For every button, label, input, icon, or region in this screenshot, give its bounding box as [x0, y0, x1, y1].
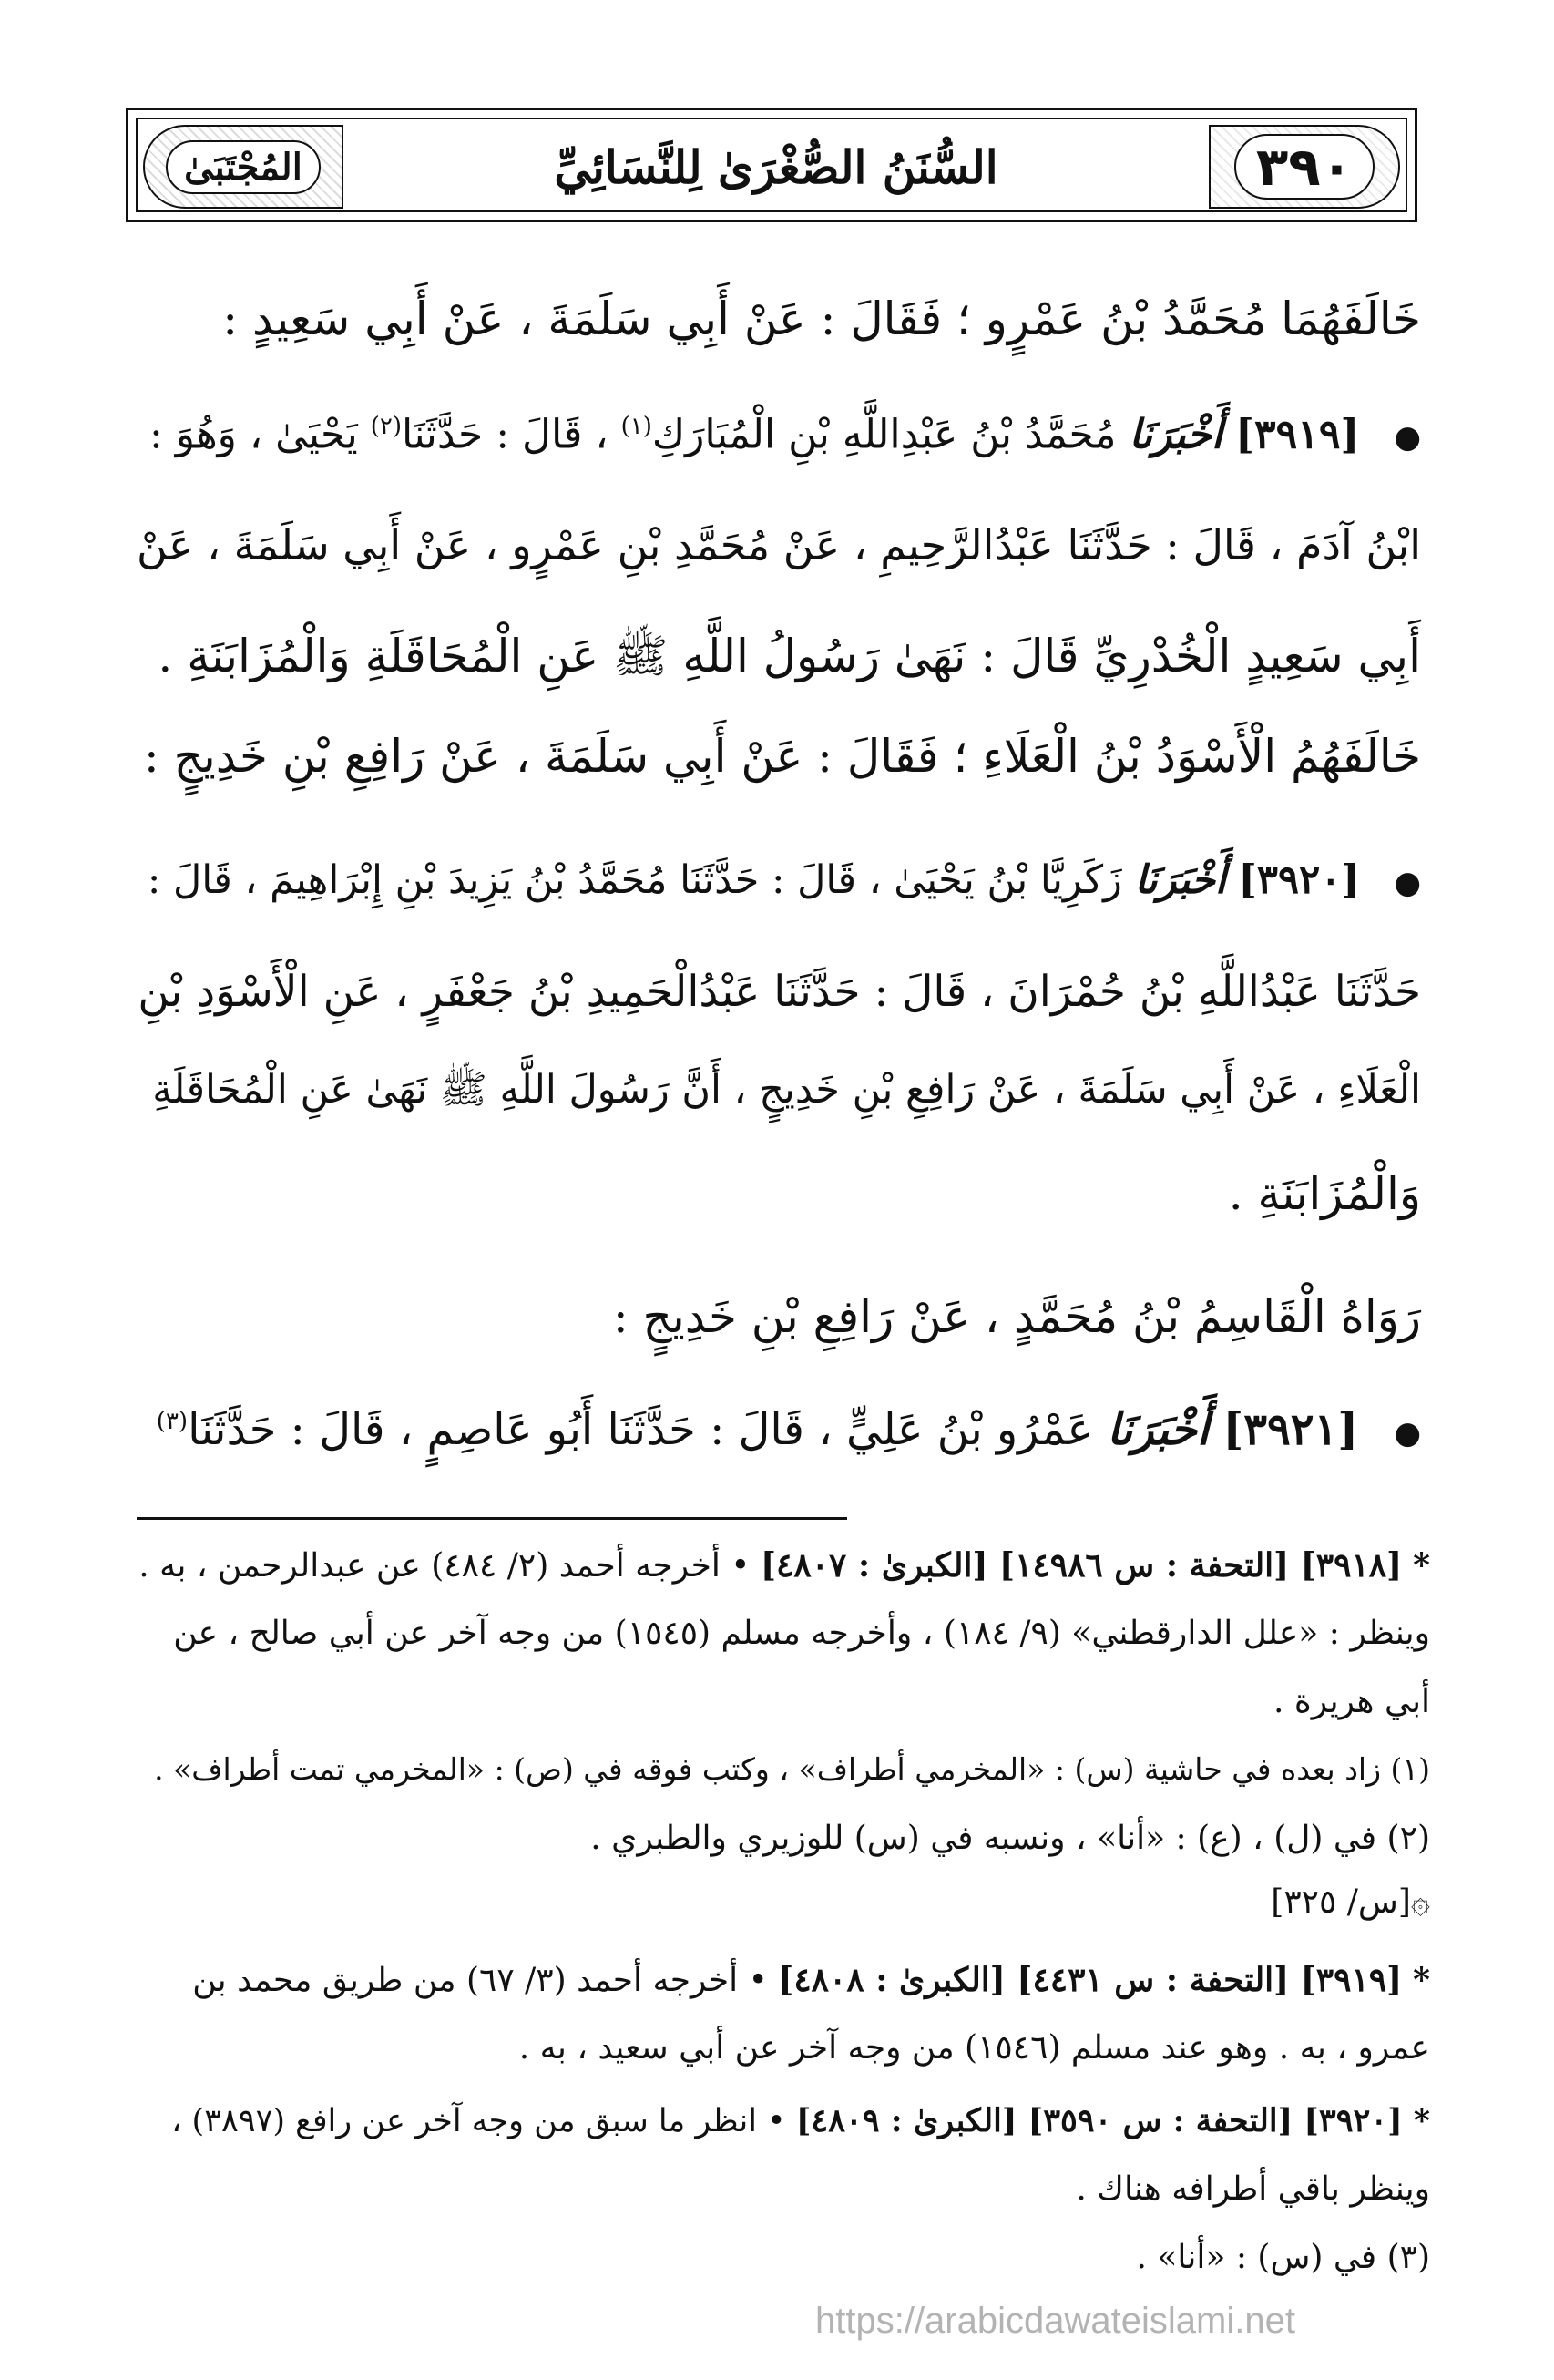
page-reference: ۞[س/ ٣٢٥]	[1271, 1883, 1430, 1921]
text-line: وَالْمُزَابَنَةِ .	[1228, 1167, 1421, 1220]
asterisk-icon: *	[1413, 2102, 1430, 2139]
text-line: أَبِي سَعِيدٍ الْخُدْرِيِّ قَالَ : نَهَىٰ رَسُولُ اللَّهِ ﷺ عَنِ الْمُحَاقَلَةِ وَالْمُزَابَنَةِ .	[158, 630, 1421, 682]
watermark-url: https://arabicdawateislami.net	[815, 2301, 1295, 2341]
asterisk-icon: *	[1413, 1961, 1430, 1999]
akhbarana-mark: أَخْبَرَنَا	[1134, 857, 1226, 903]
narrator-text: عَمْرُو بْنُ عَلِيٍّ ، قَالَ : حَدَّثَنَا أَبُو عَاصِمٍ ، قَالَ : حَدَّثَنَا	[188, 1404, 1093, 1455]
bullet-icon: ●	[1394, 419, 1421, 457]
footnote-text: • أخرجه أحمد (٣/ ٦٧) من طريق محمد بن	[192, 1962, 768, 1999]
footnote-line: وينظر باقي أطرافه هناك .	[1076, 2170, 1430, 2208]
page-number: ٣٩٠	[1234, 134, 1375, 200]
narrator-text: مُحَمَّدُ بْنُ عَبْدِاللَّهِ بْنِ الْمُبَارَكِ	[651, 411, 1117, 458]
footnote-line: أبي هريرة .	[1273, 1683, 1430, 1720]
hadith-3920-line	[147, 857, 1421, 903]
narrator-text: زَكَرِيَّا بْنُ يَحْيَىٰ ، قَالَ : حَدَّثَنَا مُحَمَّدُ بْنُ يَزِيدَ بْنِ إِبْرَاهِيمَ ، قَالَ :	[147, 857, 1122, 903]
footnote-3919	[137, 1961, 1430, 1999]
footnote-head: [٣٩٢٠] [التحفة : س ٣٥٩٠] [الكبرىٰ : ٤٨٠٩]	[795, 2102, 1403, 2139]
text-line: خَالَفَهُمُ الْأَسْوَدُ بْنُ الْعَلَاءِ ؛ فَقَالَ : عَنْ أَبِي سَلَمَةَ ، عَنْ رَافِعِ بْنِ خَدِيجٍ :	[143, 730, 1421, 783]
footnote-head: [٣٩١٨] [التحفة : س ١٤٩٨٦] [الكبرىٰ : ٤٨٠٧]	[760, 1546, 1403, 1585]
footnote-ref: (٢)	[370, 413, 402, 440]
bullet-icon: ●	[1394, 1414, 1421, 1452]
book-subtitle-panel	[143, 125, 343, 209]
narrator-text: ، قَالَ : حَدَّثَنَا	[401, 411, 608, 458]
text-line: ابْنُ آدَمَ ، قَالَ : حَدَّثَنَا عَبْدُالرَّحِيمِ ، عَنْ مُحَمَّدِ بْنِ عَمْرٍو ، عَنْ أَبِي سَلَمَةَ ، عَنْ	[137, 520, 1421, 569]
footnote-head: [٣٩١٩] [التحفة : س ٤٤٣١] [الكبرىٰ : ٤٨٠٨]	[778, 1961, 1403, 1999]
book-subtitle: المُجْتَبَىٰ	[166, 140, 321, 194]
hadith-3921-line	[156, 1404, 1421, 1455]
footnote-ref: (٣)	[156, 1408, 189, 1435]
page-header	[126, 108, 1417, 222]
footnote-separator	[137, 1517, 847, 1520]
book-title-panel	[365, 125, 1187, 209]
footnote-text: • انظر ما سبق من وجه آخر عن رافع (٣٨٩٧) ،	[171, 2103, 786, 2139]
footnote-ref: (١)	[620, 413, 652, 440]
footnote-1: (١) زاد بعده في حاشية (س) : «المخرمي أطراف» ، وكتب فوقه في (ص) : «المخرمي تمت أطراف» .	[154, 1751, 1430, 1787]
text-line: رَوَاهُ الْقَاسِمُ بْنُ مُحَمَّدٍ ، عَنْ رَافِعِ بْنِ خَدِيجٍ :	[612, 1290, 1421, 1343]
bullet-icon: ●	[1394, 865, 1421, 901]
footnote-line: عمرو ، به . وهو عند مسلم (١٥٤٦) من وجه آخر عن أبي سعيد ، به .	[518, 2029, 1430, 2067]
text-line: خَالَفَهُمَا مُحَمَّدُ بْنُ عَمْرٍو ؛ فَقَالَ : عَنْ أَبِي سَلَمَةَ ، عَنْ أَبِي سَعِيدٍ :	[222, 292, 1421, 345]
hadith-number: [٣٩١٩]	[1235, 411, 1360, 458]
footnote-text: • أخرجه أحمد (٢/ ٤٨٤) عن عبدالرحمن ، به .	[138, 1547, 751, 1585]
akhbarana-mark: أَخْبَرَنَا	[1107, 1404, 1210, 1455]
narrator-text: يَحْيَىٰ ، وَهُوَ :	[148, 411, 358, 458]
text-line: حَدَّثَنَا عَبْدُاللَّهِ بْنُ حُمْرَانَ ، قَالَ : حَدَّثَنَا عَبْدُالْحَمِيدِ بْنُ جَعْفَرٍ ، عَنِ الْأَسْوَدِ بْنِ	[138, 967, 1421, 1017]
footnote-3918	[137, 1546, 1430, 1585]
footnote-line: وينظر : «علل الدارقطني» (٩/ ١٨٤) ، وأخرجه مسلم (١٥٤٥) من وجه آخر عن أبي صالح ، عن	[173, 1615, 1430, 1652]
footnote-3: (٣) في (س) : «أنا» .	[1136, 2239, 1430, 2276]
hadith-number: [٣٩٢٠]	[1238, 857, 1360, 903]
text-line: الْعَلَاءِ ، عَنْ أَبِي سَلَمَةَ ، عَنْ رَافِعِ بْنِ خَدِيجٍ ، أَنَّ رَسُولَ اللَّهِ ﷺ نَهَىٰ عَنِ الْمُحَاقَلَةِ	[152, 1067, 1421, 1113]
footnote-2: (٢) في (ل) ، (ع) : «أنا» ، ونسبه في (س) للوزيري والطبري .	[590, 1820, 1430, 1857]
hadith-number: [٣٩٢١]	[1222, 1404, 1359, 1455]
akhbarana-mark: أَخْبَرَنَا	[1129, 411, 1223, 458]
page-number-panel	[1209, 125, 1400, 209]
book-title: السُّنَنُ الصُّغْرَىٰ لِلنَّسَائِيِّ	[554, 139, 998, 194]
footnote-3920	[137, 2102, 1430, 2139]
hadith-3919-line	[148, 411, 1421, 458]
asterisk-icon: *	[1413, 1546, 1430, 1585]
